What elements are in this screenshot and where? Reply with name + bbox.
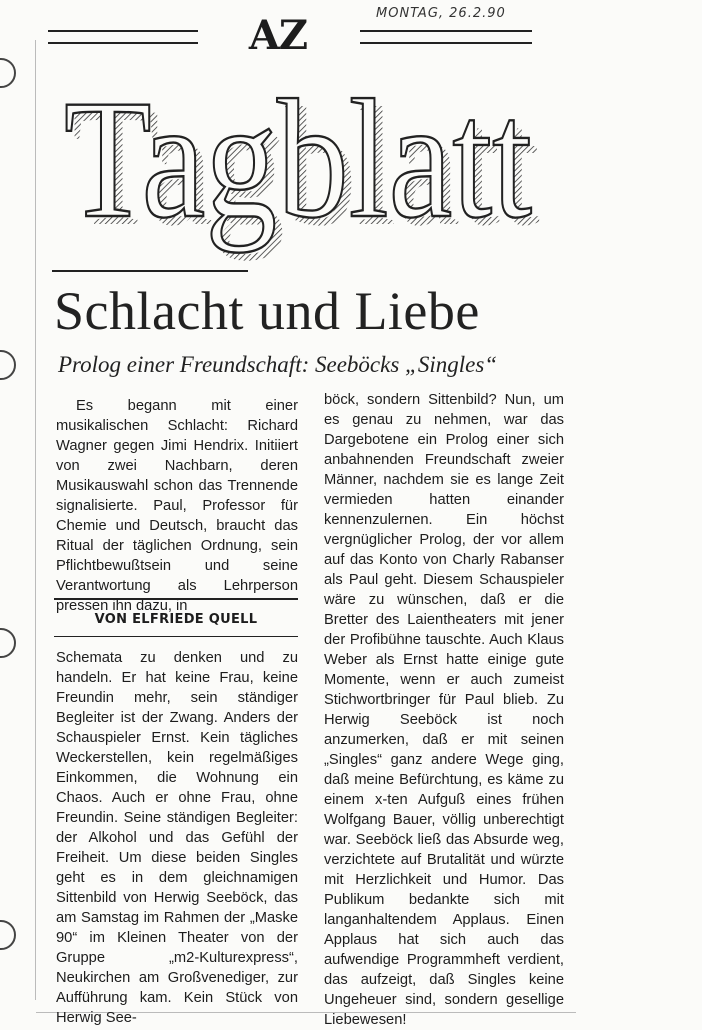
paragraph: Es begann mit einer musikalischen Schlacht: Richard Wagner gegen Jimi Hendrix. Initiiert von zwei Nachbarn, deren Musikauswahl schon das Trennende signalisierte. Paul, Professor für Chemie und Deutsch, braucht das Ritual der täglichen Ordnung, sein Pflichtbewußtsein und seine Verantwortung als Lehrperson pressen ihn dazu, in bbox=[56, 398, 298, 614]
punch-hole bbox=[0, 350, 16, 380]
author-byline: VON ELFRIEDE QUELL bbox=[94, 612, 258, 627]
section-title-tagblatt bbox=[56, 52, 556, 282]
punch-hole bbox=[0, 58, 16, 88]
punch-hole bbox=[0, 920, 16, 950]
paragraph: böck, sondern Sittenbild? Nun, um es genau zu nehmen, war das Dargebotene ein Prolog einer sich anbahnenden Freundschaft zweier Männer, nachdem sie es lange Zeit vermieden hatten einander kennenzulernen. Ein höchst vergnüglicher Prolog, der vor allem auf das Konto von Charly Rabanser als Paul geht. Diesem Schauspieler wäre zu wünschen, daß er die Bretter des Laientheaters mit jener der Profibühne tauschte. Auch Klaus Weber als Ernst hatte einige gute Momente, wenn er auch zumeist Stichwortbringer für Paul blieb. Zu Herwig Seeböck ist noch anzumerken, daß er mit seinen „Singles“ ganz andere Wege ging, daß meine Befürchtung, es käme zu einem x-ten Aufguß eines frühen Wolfgang Bauer, völlig unberechtigt war. Seeböck ließ das Absurde weg, verzichtete auf Brutalität und würzte mit Herzlichkeit und Humor. Das Publikum bedankte sich mit langanhaltendem Applaus. Einen Applaus hat sich auch das aufwendige Programmheft verdient, das aufzeigt, daß Singles keine Ungeheuer sind, sondern gesellige Liebewesen! bbox=[324, 392, 564, 1028]
byline-rule-top bbox=[54, 598, 298, 600]
newspaper-logo: AZ bbox=[248, 12, 308, 59]
clipping-edge-left bbox=[35, 40, 36, 1000]
paragraph: Schemata zu denken und zu handeln. Er hat keine Frau, keine Freundin mehr, sein ständiger Begleiter ist der Zwang. Anders der Schauspieler Ernst. Kein tägliches Weckerstellen, kein regelmäßiges Einkommen, die Wohnung ein Chaos. Auch er ohne Frau, ohne Freundin. Seine ständigen Begleiter: der Alkohol und das Gefühl der Freiheit. Um diese beiden Singles geht es in dem gleichnamigen Sittenbild von Herwig Seeböck, das am Samstag im Rahmen der „Maske 90“ im Kleinen Theater von der Gruppe „m2-Kulturexpress“, Neukirchen am Großvenediger, zur Aufführung kam. Kein Stück von Herwig See- bbox=[56, 650, 298, 1026]
headline-rule bbox=[52, 270, 248, 272]
punch-hole bbox=[0, 628, 16, 658]
section-title-shadow: Tagblatt bbox=[72, 73, 540, 261]
masthead-rule-left bbox=[48, 30, 198, 44]
section-title-outline: Tagblatt bbox=[64, 65, 532, 253]
handwritten-date: MONTAG, 26.2.90 bbox=[376, 6, 506, 21]
article-column-1-bottom bbox=[56, 648, 298, 1028]
article-column-2 bbox=[324, 390, 564, 1030]
article-headline: Schlacht und Liebe bbox=[54, 281, 480, 341]
article-column-1-top bbox=[56, 396, 298, 616]
byline-rule-bottom bbox=[54, 636, 298, 637]
masthead-rule-right bbox=[360, 30, 532, 44]
article-subheadline: Prolog einer Freundschaft: Seeböcks „Singles“ bbox=[58, 352, 498, 377]
